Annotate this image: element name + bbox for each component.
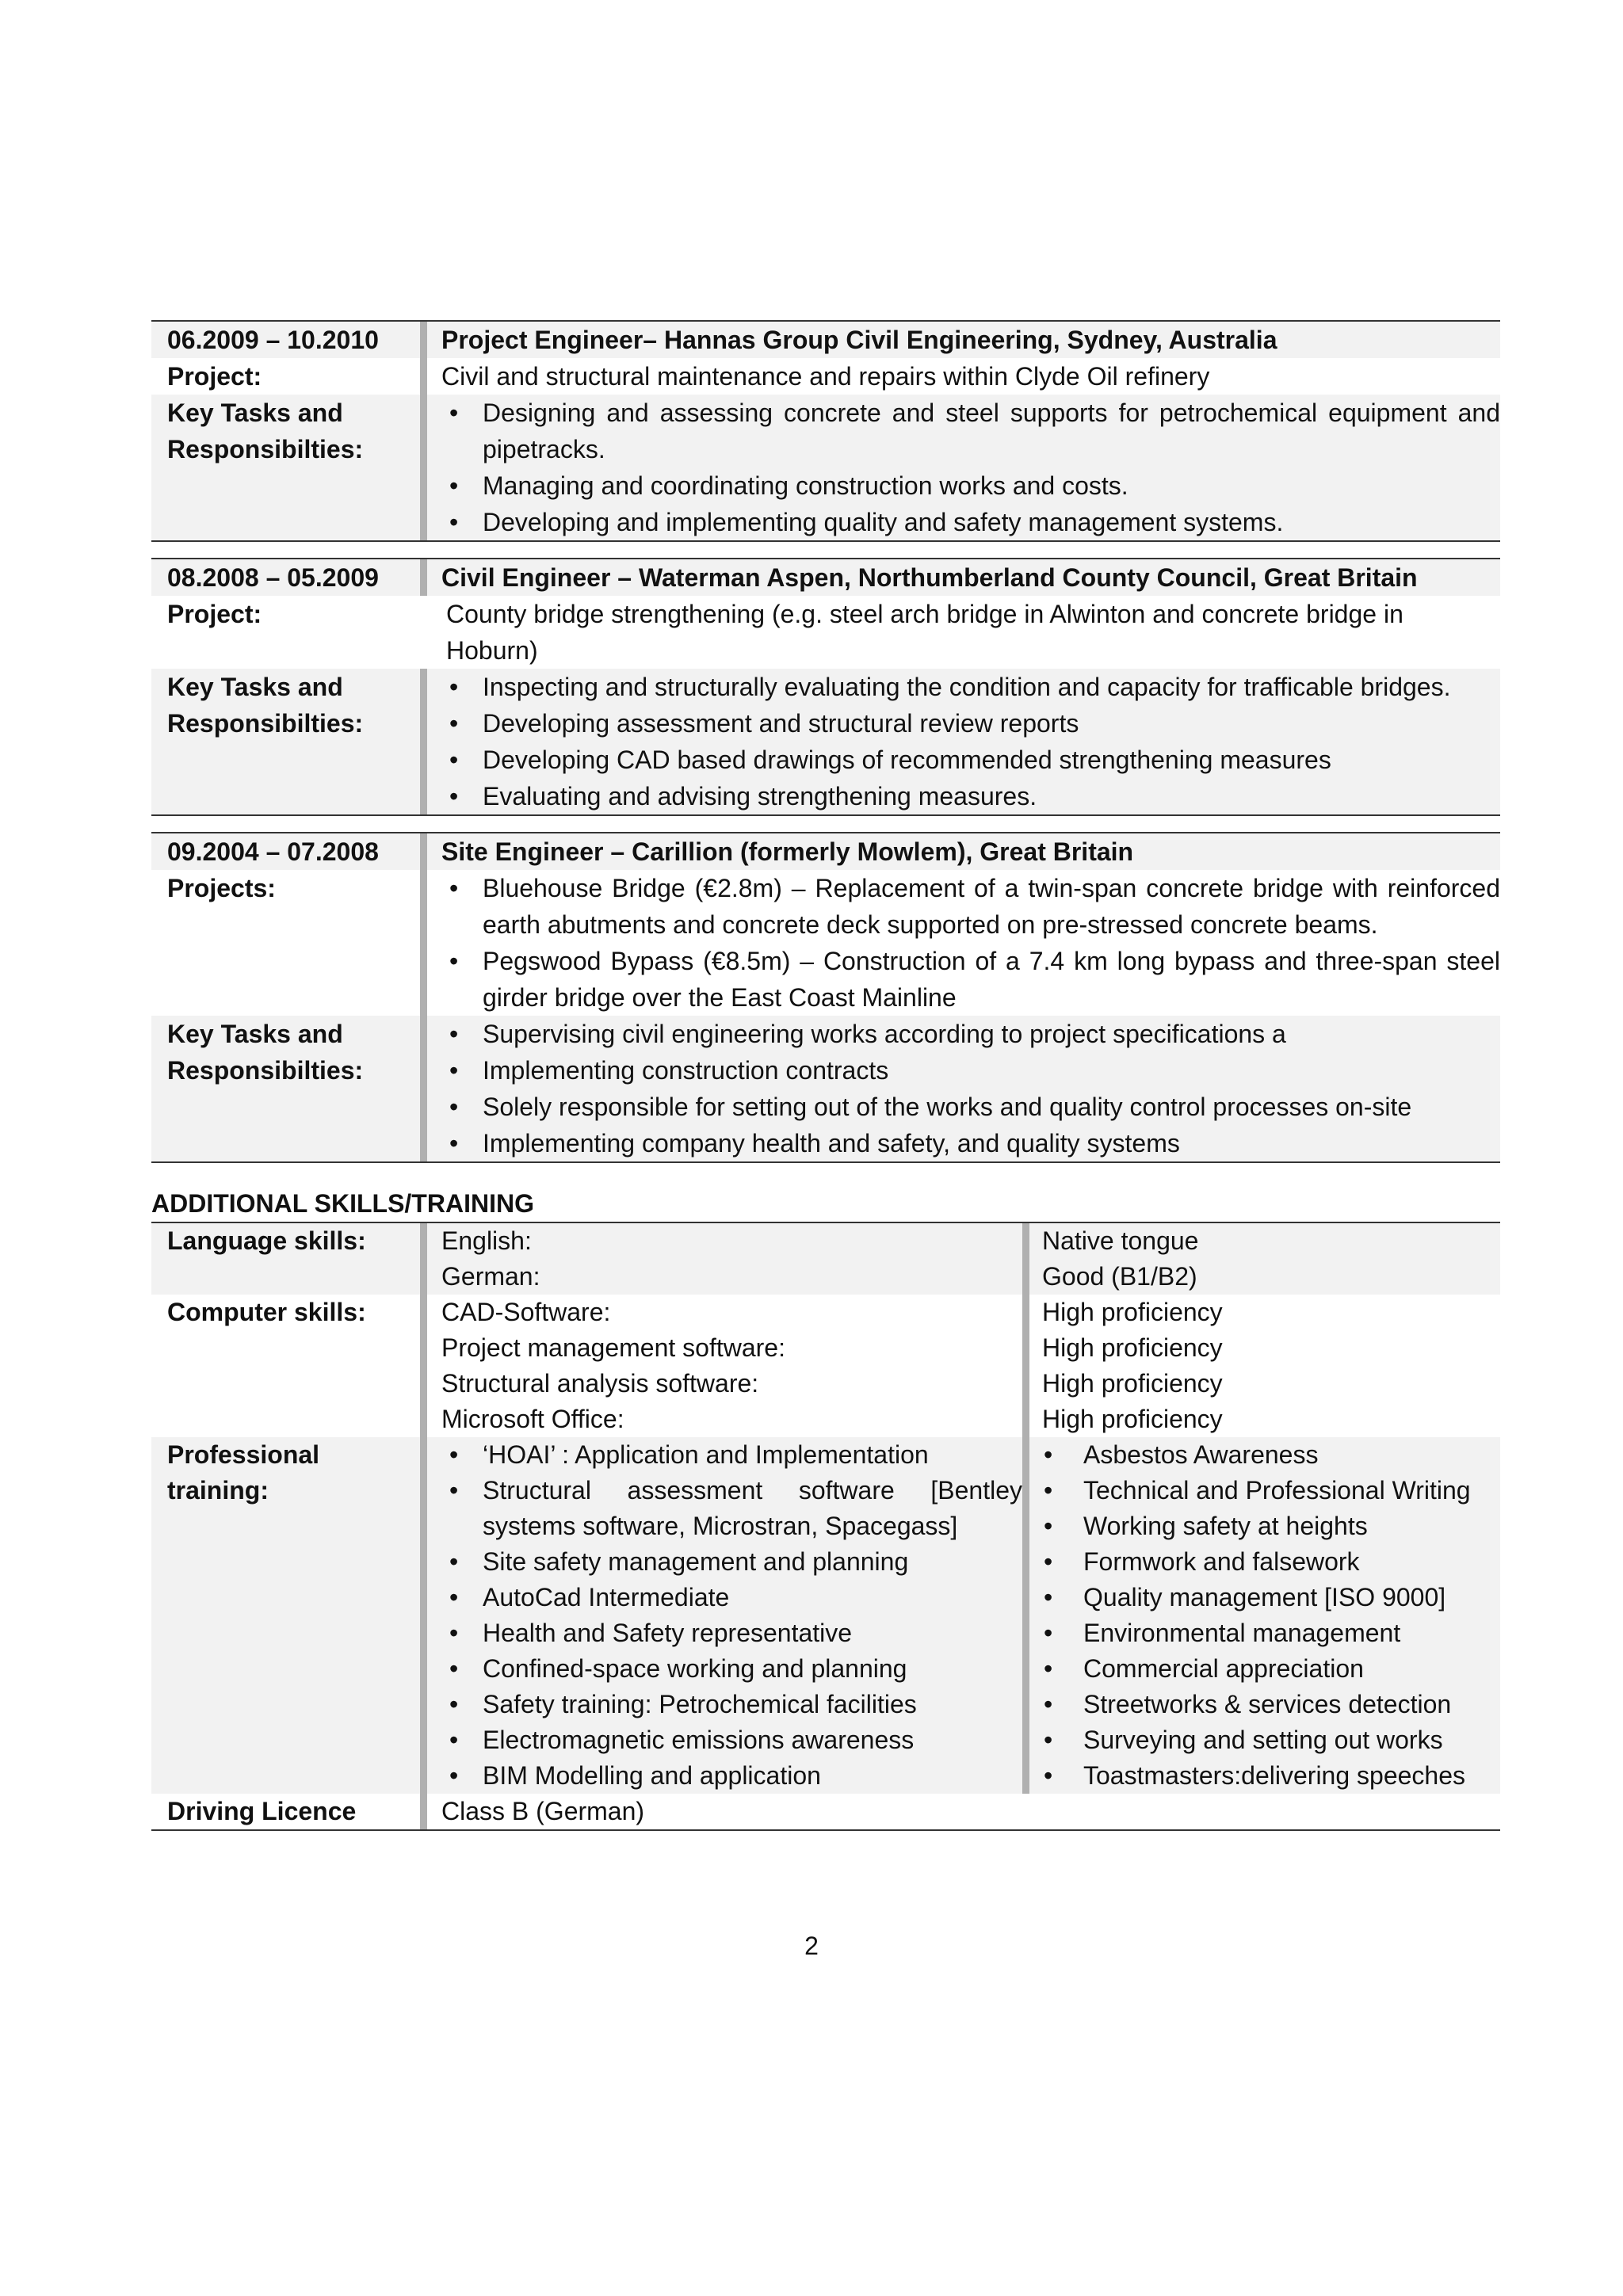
list-item: • Quality management [ISO 9000]	[1042, 1580, 1500, 1615]
driving-licence: Class B (German)	[420, 1794, 1500, 1829]
driving-label: Driving Licence	[167, 1797, 357, 1825]
list-item: • Implementing company health and safety, and quality systems	[441, 1125, 1500, 1161]
list-item: • Designing and assessing concrete and steel supports for petrochemical equipment and pipetracks.	[441, 395, 1500, 467]
job-entry	[151, 320, 1500, 542]
list-item: • Environmental management	[1042, 1615, 1500, 1651]
language-label: Language skills:	[167, 1226, 366, 1255]
project-description: Civil and structural maintenance and repairs within Clyde Oil refinery	[420, 358, 1500, 395]
job-entry	[151, 558, 1500, 816]
training-label: Professional training:	[167, 1440, 320, 1505]
list-item: • Implementing construction contracts	[441, 1052, 1500, 1089]
list-item: • Solely responsible for setting out of the works and quality control processes on-site	[441, 1089, 1500, 1125]
list-item: • Technical and Professional Writing	[1042, 1473, 1500, 1508]
tasks-list	[420, 669, 1500, 814]
job-date: 09.2004 – 07.2008	[167, 837, 379, 866]
projects-label: Projects:	[167, 874, 276, 902]
projects-list	[420, 870, 1500, 1016]
list-item: • Bluehouse Bridge (€2.8m) – Replacement of a twin-span concrete bridge with reinforced earth abutments and concrete deck supported on pre-stressed concrete beams.	[441, 870, 1500, 943]
list-item: • Developing assessment and structural review reports	[441, 705, 1500, 742]
training-list-left	[420, 1437, 1022, 1794]
language-names: English: German:	[420, 1223, 1022, 1295]
job-date: 06.2009 – 10.2010	[167, 326, 379, 354]
list-item: • Site safety management and planning	[441, 1544, 1022, 1580]
list-item: • Health and Safety representative	[441, 1615, 1022, 1651]
list-item: • Evaluating and advising strengthening measures.	[441, 778, 1500, 814]
list-item: • Surveying and setting out works	[1042, 1722, 1500, 1758]
list-item: • Structural assessment software [Bentley systems software, Microstran, Spacegass]	[441, 1473, 1022, 1544]
skills-table	[151, 1222, 1500, 1831]
tasks-label: Key Tasks and Responsibilties:	[167, 1020, 364, 1085]
computer-skill-names: CAD-Software: Project management software: Structural analysis software: Microsoft Office:	[420, 1295, 1022, 1437]
list-item: • Inspecting and structurally evaluating the condition and capacity for trafficable bridges.	[441, 669, 1500, 705]
language-levels: Native tongue Good (B1/B2)	[1022, 1223, 1500, 1295]
computer-skill-levels: High proficiency High proficiency High proficiency High proficiency	[1022, 1295, 1500, 1437]
tasks-list	[420, 1016, 1500, 1161]
cv-page-content	[151, 320, 1500, 1831]
list-item: • Developing CAD based drawings of recommended strengthening measures	[441, 742, 1500, 778]
section-heading: ADDITIONAL SKILLS/TRAINING	[151, 1189, 534, 1218]
list-item: • Safety training: Petrochemical facilities	[441, 1687, 1022, 1722]
project-label: Project:	[167, 600, 262, 628]
project-description: County bridge strengthening (e.g. steel arch bridge in Alwinton and concrete bridge in Hoburn)	[446, 600, 1403, 665]
list-item: • Streetworks & services detection	[1042, 1687, 1500, 1722]
project-label: Project:	[167, 362, 262, 391]
tasks-label: Key Tasks and Responsibilties:	[167, 673, 364, 738]
job-title: Civil Engineer – Waterman Aspen, Northumberland County Council, Great Britain	[420, 559, 1500, 596]
job-title: Site Engineer – Carillion (formerly Mowlem), Great Britain	[420, 833, 1500, 870]
list-item: • Developing and implementing quality and safety management systems.	[441, 504, 1500, 540]
list-item: • Managing and coordinating construction works and costs.	[441, 467, 1500, 504]
list-item: • Formwork and falsework	[1042, 1544, 1500, 1580]
tasks-label: Key Tasks and Responsibilties:	[167, 399, 364, 463]
list-item: • Commercial appreciation	[1042, 1651, 1500, 1687]
list-item: • Confined-space working and planning	[441, 1651, 1022, 1687]
training-list-right	[1022, 1437, 1500, 1794]
page-number: 2	[804, 1932, 819, 1960]
tasks-list	[420, 395, 1500, 540]
list-item: • BIM Modelling and application	[441, 1758, 1022, 1794]
computer-label: Computer skills:	[167, 1298, 366, 1326]
list-item: • Toastmasters:delivering speeches	[1042, 1758, 1500, 1794]
list-item: • Electromagnetic emissions awareness	[441, 1722, 1022, 1758]
job-date: 08.2008 – 05.2009	[167, 563, 379, 592]
job-title: Project Engineer– Hannas Group Civil Engineering, Sydney, Australia	[420, 322, 1500, 358]
list-item: • Supervising civil engineering works according to project specifications a	[441, 1016, 1500, 1052]
list-item: • Pegswood Bypass (€8.5m) – Construction of a 7.4 km long bypass and three-span steel girder bridge over the East Coast Mainline	[441, 943, 1500, 1016]
list-item: • Working safety at heights	[1042, 1508, 1500, 1544]
list-item: • Asbestos Awareness	[1042, 1437, 1500, 1473]
list-item: • ‘HOAI’ : Application and Implementation	[441, 1437, 1022, 1473]
job-entry	[151, 832, 1500, 1163]
list-item: • AutoCad Intermediate	[441, 1580, 1022, 1615]
